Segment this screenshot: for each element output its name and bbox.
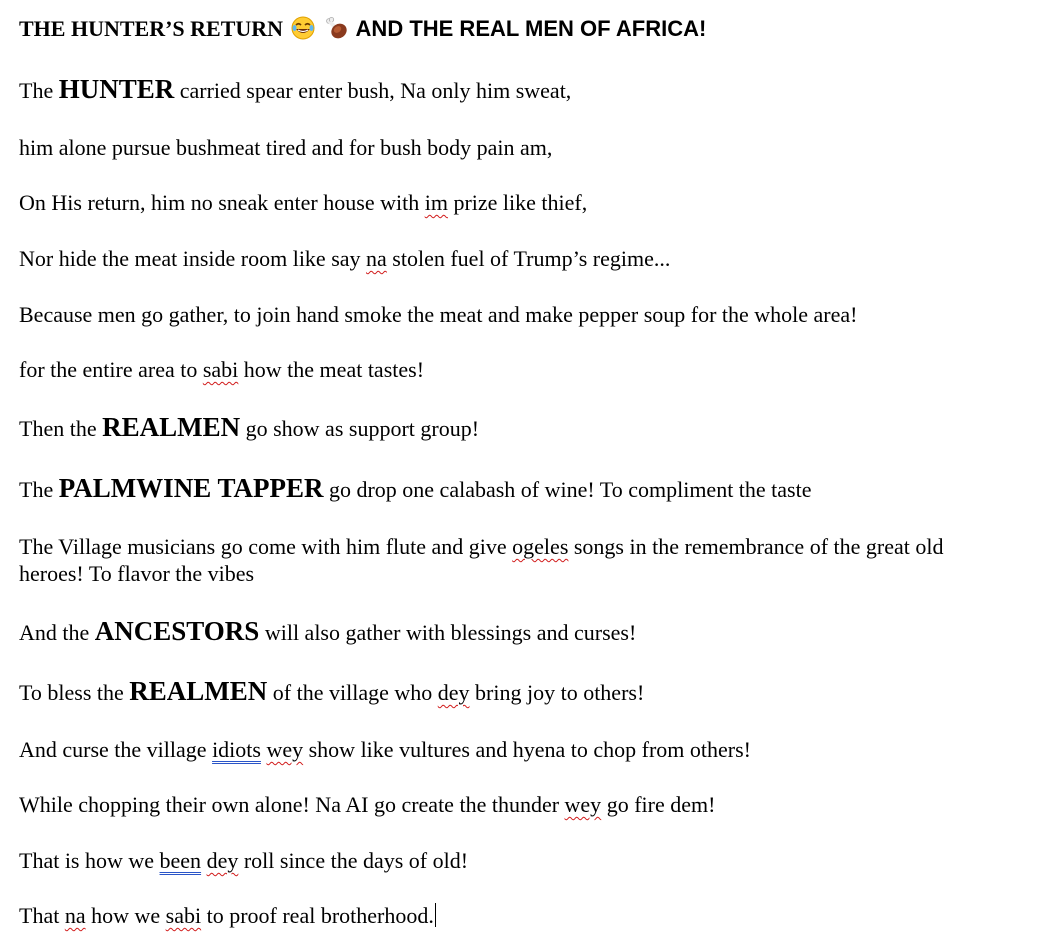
text-run: go drop one calabash of wine! To compliment the taste xyxy=(323,477,812,502)
paragraph-7 xyxy=(19,414,479,442)
title-text-part1: THE HUNTER’S RETURN xyxy=(19,16,284,41)
text-run: That is how we xyxy=(19,848,160,873)
text-run: for the entire area to xyxy=(19,357,203,382)
text-run: And curse the village xyxy=(19,737,213,762)
paragraph-11 xyxy=(19,678,644,706)
bold-word-realmen: REALMEN xyxy=(102,412,241,442)
text-run: To bless the xyxy=(19,680,130,705)
text-run: will also gather with blessings and curses! xyxy=(259,620,637,645)
text-run: him alone pursue bushmeat tired and for bush body pain am, xyxy=(19,135,553,160)
paragraph-12 xyxy=(19,736,751,763)
bold-word-palmwine-tapper: PALMWINE TAPPER xyxy=(58,473,324,503)
text-run: how the meat tastes! xyxy=(238,357,425,382)
grammar-flagged-word[interactable]: idiots xyxy=(212,737,261,762)
text-run: On His return, him no sneak enter house with xyxy=(19,190,425,215)
spelling-flagged-word[interactable]: dey xyxy=(437,680,470,705)
spelling-flagged-word[interactable]: sabi xyxy=(202,357,239,382)
bold-word-ancestors: ANCESTORS xyxy=(94,616,260,646)
spelling-flagged-word[interactable]: wey xyxy=(564,792,602,817)
text-run: go show as support group! xyxy=(240,416,480,441)
text-run: show like vultures and hyena to chop from others! xyxy=(303,737,751,762)
spelling-flagged-word[interactable]: ogeles xyxy=(512,534,569,559)
text-run: go fire dem! xyxy=(601,792,716,817)
paragraph-14 xyxy=(19,847,468,874)
text-run: While chopping their own alone! Na AI go create the thunder xyxy=(19,792,565,817)
paragraph-15 xyxy=(19,902,436,929)
text-run: And the xyxy=(19,620,95,645)
text-run: That xyxy=(19,903,65,928)
spelling-flagged-word[interactable]: wey xyxy=(266,737,304,762)
text-run: songs in the remembrance of the great old heroes! To flavor the vibes xyxy=(19,534,944,586)
text-cursor xyxy=(435,903,436,927)
text-run: Because men go gather, to join hand smoke the meat and make pepper soup for the whole area! xyxy=(19,302,858,327)
text-run: roll since the days of old! xyxy=(238,848,469,873)
paragraph-4 xyxy=(19,245,670,272)
paragraph-9 xyxy=(19,533,949,587)
paragraph-2 xyxy=(19,134,552,161)
spelling-flagged-word[interactable]: na xyxy=(64,903,86,928)
paragraph-13 xyxy=(19,791,715,818)
text-run: The Village musicians go come with him flute and give xyxy=(19,534,513,559)
text-run: The xyxy=(19,78,59,103)
paragraph-10 xyxy=(19,618,636,646)
laughing-face-emoji-icon xyxy=(291,16,315,40)
paragraph-5 xyxy=(19,301,858,328)
bold-word-realmen: REALMEN xyxy=(129,676,268,706)
text-run: prize like thief, xyxy=(447,190,588,215)
meat-on-bone-emoji-icon xyxy=(324,16,348,40)
text-run: carried spear enter bush, Na only him sweat, xyxy=(174,78,572,103)
paragraph-6 xyxy=(19,356,424,383)
spelling-flagged-word[interactable]: na xyxy=(366,246,387,271)
text-run: The xyxy=(19,477,59,502)
text-run: stolen fuel of Trump’s regime... xyxy=(386,246,671,271)
text-run: Nor hide the meat inside room like say xyxy=(19,246,367,271)
text-run: how we xyxy=(85,903,166,928)
text-run: of the village who xyxy=(267,680,438,705)
document-title xyxy=(19,14,706,44)
text-run: to proof real brotherhood. xyxy=(201,903,434,928)
title-text-part2: AND THE REAL MEN OF AFRICA! xyxy=(355,16,707,41)
spelling-flagged-word[interactable]: sabi xyxy=(165,903,202,928)
paragraph-8 xyxy=(19,475,812,503)
paragraph-3 xyxy=(19,189,587,216)
spelling-flagged-word[interactable]: dey xyxy=(206,848,239,873)
paragraph-1 xyxy=(19,76,571,104)
grammar-flagged-word[interactable]: been xyxy=(159,848,202,873)
spelling-flagged-word[interactable]: im xyxy=(424,190,448,215)
text-run: bring joy to others! xyxy=(469,680,645,705)
text-run: Then the xyxy=(19,416,103,441)
bold-word-hunter: HUNTER xyxy=(58,74,175,104)
